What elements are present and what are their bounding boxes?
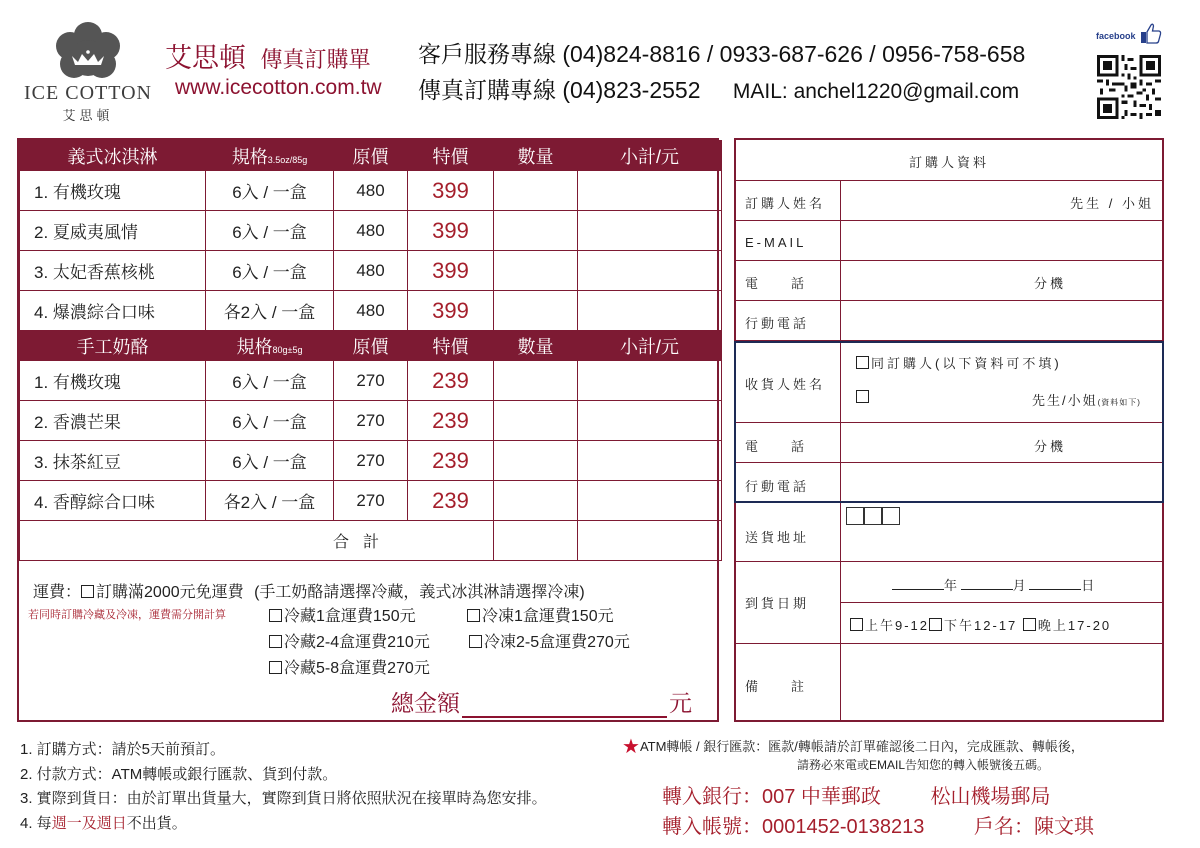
quantity-field[interactable] — [494, 361, 578, 401]
facebook-badge[interactable] — [1096, 22, 1166, 44]
sale-price-header: 特價 — [408, 331, 494, 361]
shipping-note: 若同時訂購冷藏及冷凍，運費需分開計算 — [28, 609, 226, 621]
sale-price: 399 — [408, 171, 494, 211]
recipient-phone-row — [736, 423, 1162, 463]
checkbox[interactable] — [1023, 618, 1036, 631]
thumbs-up-icon — [1140, 22, 1162, 44]
recipient-phone-field[interactable] — [842, 423, 1022, 461]
buyer-email-label: E-MAIL — [745, 235, 807, 250]
remarks-field[interactable] — [842, 644, 1162, 720]
grand-total — [391, 685, 692, 718]
quantity-header: 數量 — [494, 331, 578, 361]
shipping-label: 運費： — [33, 584, 82, 601]
time-slot-options — [850, 615, 1111, 634]
recipient-mobile-field[interactable] — [842, 463, 1162, 501]
sale-price: 399 — [408, 211, 494, 251]
zip-box[interactable] — [846, 507, 864, 525]
checkbox[interactable] — [269, 661, 282, 674]
order-table — [19, 140, 722, 561]
product-spec: 各2入 / 一盒 — [206, 481, 334, 521]
product-name: 1. 有機玫瑰 — [20, 171, 206, 211]
product-name: 4. 香醇綜合口味 — [20, 481, 206, 521]
recipient-name-label: 收貨人姓名 — [745, 377, 826, 392]
spec-header: 規格80g±5g — [206, 331, 334, 361]
brand-heading — [165, 36, 370, 75]
checkbox[interactable] — [469, 635, 482, 648]
month-field[interactable] — [961, 589, 1013, 590]
option-chilled-5-8[interactable]: 冷藏5-8盒運費270元 — [269, 655, 430, 678]
original-price: 270 — [334, 401, 408, 441]
quantity-field[interactable] — [494, 441, 578, 481]
spec-header: 規格3.5oz/85g — [206, 141, 334, 171]
address-row — [736, 503, 1162, 562]
product-spec: 6入 / 一盒 — [206, 211, 334, 251]
total-quantity-field[interactable] — [494, 521, 578, 561]
buyer-mobile-label: 行動電話 — [745, 316, 810, 331]
order-notes — [20, 738, 547, 836]
subtotal-field[interactable] — [578, 291, 722, 331]
subtotal-field[interactable] — [578, 441, 722, 481]
table-row — [20, 251, 722, 291]
order-form — [17, 138, 719, 722]
buyer-phone-field[interactable] — [842, 261, 1022, 299]
cotton-crown-icon — [52, 22, 124, 84]
subtotal-field[interactable] — [578, 251, 722, 291]
product-spec: 6入 / 一盒 — [206, 171, 334, 211]
original-price: 270 — [334, 441, 408, 481]
grand-total-unit: 元 — [669, 690, 692, 716]
recipient-salutation: 先生/小姐(資料如下) — [1032, 393, 1141, 408]
checkbox[interactable] — [850, 618, 863, 631]
buyer-salutation: 先生 / 小姐 — [1070, 196, 1154, 211]
address-field[interactable] — [842, 529, 1162, 559]
account-holder: 戶名：陳文琪 — [973, 816, 1094, 838]
bank-name: 轉入銀行：007 中華郵政 — [662, 786, 881, 808]
option-chilled-1[interactable]: 冷藏1盒運費150元 — [269, 603, 416, 626]
bank-branch: 松山機場郵局 — [930, 786, 1051, 808]
original-price-header: 原價 — [334, 331, 408, 361]
remarks-row — [736, 644, 1162, 722]
slot-morning[interactable]: 上午9-12 — [850, 618, 929, 633]
buyer-mobile-row — [736, 301, 1162, 341]
sale-price: 239 — [408, 481, 494, 521]
note-item: 3. 實際到貨日：由於訂單出貨量大，實際到貨日將依照狀況在接單時為您安排。 — [20, 790, 547, 807]
subtotal-field[interactable] — [578, 171, 722, 211]
grand-total-field[interactable] — [462, 696, 667, 718]
fax-line-row — [418, 72, 1019, 105]
facebook-label: facebook — [1096, 31, 1136, 41]
service-hotline: 客戶服務專線 (04)824-8816 / 0933-687-626 / 0956-758-658 — [418, 41, 1026, 67]
sum-label: 合計 — [20, 521, 494, 561]
brand-name: 艾思頓 — [165, 43, 246, 73]
note-item: 4. 每週一及週日不出貨。 — [20, 814, 187, 832]
option-chilled-2-4[interactable]: 冷藏2-4盒運費210元 — [269, 629, 430, 652]
product-name: 3. 太妃香蕉核桃 — [20, 251, 206, 291]
product-spec: 6入 / 一盒 — [206, 361, 334, 401]
original-price: 480 — [334, 171, 408, 211]
original-price: 270 — [334, 481, 408, 521]
delivery-date-row — [736, 562, 1162, 644]
recipient-mobile-label: 行動電話 — [745, 479, 810, 494]
buyer-name-row — [736, 181, 1162, 221]
product-name: 3. 抹茶紅豆 — [20, 441, 206, 481]
grand-total-label: 總金額 — [391, 690, 460, 716]
ice-cream-category-header: 義式冰淇淋 — [20, 141, 206, 171]
checkbox[interactable] — [929, 618, 942, 631]
star-icon: ★ — [622, 736, 640, 758]
subtotal-field[interactable] — [578, 481, 722, 521]
sale-price: 239 — [408, 361, 494, 401]
table-row — [20, 361, 722, 401]
quantity-field[interactable] — [494, 211, 578, 251]
subtotal-field[interactable] — [578, 401, 722, 441]
checkbox[interactable] — [269, 609, 282, 622]
delivery-date-fields: 年 月 日 — [892, 575, 1094, 594]
subtotal-header: 小計/元 — [578, 331, 722, 361]
original-price: 480 — [334, 251, 408, 291]
recipient-phone-label: 電 話 — [745, 439, 815, 454]
sale-price: 239 — [408, 401, 494, 441]
day-field[interactable] — [1029, 589, 1081, 590]
recipient-ext-label: 分機 — [1034, 439, 1067, 454]
checkbox[interactable] — [269, 635, 282, 648]
crown-icon — [70, 50, 106, 68]
free-shipping-text: 訂購滿2000元免運費 — [96, 584, 244, 601]
recipient-salutation-note: (資料如下) — [1097, 398, 1141, 407]
note-item: 1. 訂購方式：請於5天前預訂。 — [20, 741, 226, 758]
product-name: 1. 有機玫瑰 — [20, 361, 206, 401]
recipient-name-row — [736, 341, 1162, 423]
table-row — [20, 291, 722, 331]
quantity-field[interactable] — [494, 291, 578, 331]
brand-logo — [18, 22, 158, 122]
product-spec: 6入 / 一盒 — [206, 401, 334, 441]
slot-evening[interactable]: 晚上17-20 — [1023, 618, 1111, 633]
total-subtotal-field[interactable] — [578, 521, 722, 561]
option-frozen-2-5[interactable]: 冷凍2-5盒運費270元 — [469, 629, 630, 652]
cheese-header-row — [20, 331, 722, 361]
original-price: 480 — [334, 211, 408, 251]
address-label: 送貨地址 — [745, 530, 810, 545]
free-shipping-checkbox[interactable] — [81, 585, 94, 598]
subtotal-header: 小計/元 — [578, 141, 722, 171]
spec-note: 3.5oz/85g — [267, 154, 308, 165]
subtotal-field[interactable] — [578, 361, 722, 401]
buyer-name-field[interactable] — [842, 181, 1062, 219]
customer-title-row — [736, 140, 1162, 181]
customer-form — [734, 138, 1164, 722]
year-field[interactable] — [892, 589, 944, 590]
logo-name: ICE COTTON — [24, 82, 152, 104]
table-row — [20, 401, 722, 441]
quantity-field[interactable] — [494, 481, 578, 521]
fax-line: 傳真訂購專線 (04)823-2552 — [418, 77, 701, 103]
qr-code-icon[interactable] — [1097, 55, 1161, 119]
spec-note: 80g±5g — [272, 344, 303, 355]
email-contact: MAIL: anchel1220@gmail.com — [732, 80, 1020, 103]
product-name: 2. 香濃芒果 — [20, 401, 206, 441]
buyer-email-row — [736, 221, 1162, 261]
table-row — [20, 211, 722, 251]
product-spec: 各2入 / 一盒 — [206, 291, 334, 331]
remarks-label: 備 註 — [745, 679, 815, 694]
original-price: 270 — [334, 361, 408, 401]
buyer-email-field[interactable] — [842, 221, 1162, 259]
option-frozen-1[interactable]: 冷凍1盒運費150元 — [467, 603, 614, 626]
table-row — [20, 481, 722, 521]
sale-price: 399 — [408, 251, 494, 291]
quantity-field[interactable] — [494, 171, 578, 211]
sale-price: 399 — [408, 291, 494, 331]
checkbox[interactable] — [467, 609, 480, 622]
account-info — [662, 810, 1094, 839]
product-spec: 6入 / 一盒 — [206, 251, 334, 291]
atm-instructions: ★ATM轉帳 / 銀行匯款：匯款/轉帳請於訂單確認後二日內，完成匯款、轉帳後， — [622, 736, 1084, 758]
subtotal-field[interactable] — [578, 211, 722, 251]
note-item: 2. 付款方式：ATM轉帳或銀行匯款、貨到付款。 — [20, 765, 338, 783]
product-spec: 6入 / 一盒 — [206, 441, 334, 481]
same-as-buyer-checkbox[interactable] — [856, 356, 869, 369]
buyer-mobile-field[interactable] — [842, 301, 1162, 339]
shipping-section — [19, 573, 717, 720]
quantity-field[interactable] — [494, 401, 578, 441]
original-price-header: 原價 — [334, 141, 408, 171]
product-name: 4. 爆濃綜合口味 — [20, 291, 206, 331]
quantity-header: 數量 — [494, 141, 578, 171]
recipient-mobile-row — [736, 463, 1162, 503]
ice-cream-header-row — [20, 141, 722, 171]
logo-subname: 艾思頓 — [62, 109, 114, 124]
table-row — [20, 171, 722, 211]
form-title: 傳真訂購單 — [260, 47, 371, 72]
shipping-line — [33, 579, 585, 602]
slot-afternoon[interactable]: 下午12-17 — [929, 618, 1017, 633]
sale-price: 239 — [408, 441, 494, 481]
account-number: 轉入帳號：0001452-0138213 — [662, 816, 925, 838]
shipping-instruction: (手工奶酪請選擇冷藏，義式冰淇淋請選擇冷凍) — [254, 584, 585, 601]
buyer-phone-row — [736, 261, 1162, 301]
product-name: 2. 夏威夷風情 — [20, 211, 206, 251]
zip-box[interactable] — [882, 507, 900, 525]
website-link[interactable]: www.icecotton.com.tw — [175, 76, 382, 99]
original-price: 480 — [334, 291, 408, 331]
same-as-buyer-option[interactable]: 同訂購人(以下資料可不填) — [856, 353, 1062, 372]
buyer-name-label: 訂購人姓名 — [745, 196, 826, 211]
delivery-date-label: 到貨日期 — [745, 596, 810, 611]
sum-row — [20, 521, 722, 561]
zip-box[interactable] — [864, 507, 882, 525]
buyer-phone-label: 電 話 — [745, 276, 815, 291]
quantity-field[interactable] — [494, 251, 578, 291]
atm-instructions-line2: 請務必來電或EMAIL告知您的轉入帳號後五碼。 — [797, 758, 1050, 772]
table-row — [20, 441, 722, 481]
recipient-details-checkbox[interactable] — [856, 390, 869, 403]
sale-price-header: 特價 — [408, 141, 494, 171]
recipient-details-option[interactable] — [856, 390, 871, 405]
bank-info — [662, 780, 1051, 809]
customer-title: 訂購人資料 — [908, 155, 989, 170]
zip-code-boxes[interactable] — [846, 507, 900, 530]
cheese-category-header: 手工奶酪 — [20, 331, 206, 361]
buyer-ext-label: 分機 — [1034, 276, 1067, 291]
